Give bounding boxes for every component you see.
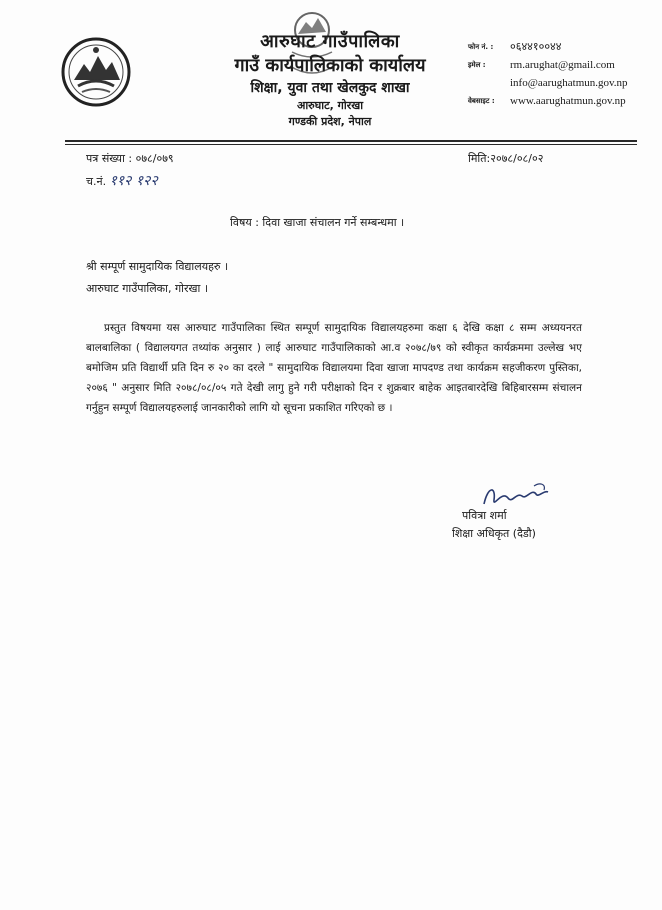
letterhead xyxy=(200,30,460,130)
signatory-title: शिक्षा अधिकृत (दैडौ) xyxy=(452,527,536,540)
addressee-line-2: आरुघाट गाउँपालिका, गोरखा । xyxy=(86,282,209,295)
addressee-block xyxy=(86,256,228,300)
email-value-2[interactable]: info@aarughatmun.gov.np xyxy=(510,77,628,89)
email-row-2 xyxy=(468,74,658,92)
email-value-1[interactable]: rm.arughat@gmail.com xyxy=(510,59,615,71)
header-divider xyxy=(65,140,637,142)
contact-block xyxy=(468,38,658,110)
dispatch-number-row xyxy=(86,171,158,190)
email-label: इमेल : xyxy=(468,61,486,69)
address-line-1: आरुघाट, गोरखा xyxy=(296,99,364,112)
letter-number: पत्र संख्या : ०७८/०७९ xyxy=(86,152,174,165)
website-value[interactable]: www.aarughatmun.gov.np xyxy=(510,95,626,107)
header-divider-thin xyxy=(65,144,637,145)
branch-name: शिक्षा, युवा तथा खेलकुद शाखा xyxy=(250,80,410,96)
office-title: गाउँ कार्यपालिकाको कार्यालय xyxy=(234,55,426,76)
website-row xyxy=(468,92,658,110)
signatory-name: पवित्रा शर्मा xyxy=(462,509,507,522)
letter-date: मिति:२०७८/०८/०२ xyxy=(468,152,544,165)
office-name: आरुघाट गाउँपालिका xyxy=(260,31,400,52)
subject-line: विषय : दिवा खाजा संचालन गर्ने सम्बन्धमा । xyxy=(230,216,405,229)
letter-body: प्रस्तुत विषयमा यस आरुघाट गाउँपालिका स्थित सम्पूर्ण सामुदायिक विद्यालयहरुमा कक्षा ६ देखि कक्षा ८ सम्म अध्ययनरत बालबालिका ( विद्यालयगत तथ्यांक अनुसार ) लाई आरुघाट गाउँपालिकाको आ.व २०७८/७९ को स्वीकृत कार्यक्रममा उल्लेख भए बमोजिम प्रति विद्यार्थी प्रति दिन रु २० का दरले " सामुदायिक विद्यालयमा दिवा खाजा मापदण्ड तथा कार्यक्रम सहजीकरण पुस्तिका, २०७६ " अनुसार मिति २०७८/०८/०५ गते देखी लागु हुने गरी परीक्षाको दिन र शुक्रबार बाहेक आइतबारदेखि बिहिबारसम्म संचालन गर्नुहुन सम्पूर्ण विद्यालयहरुलाई जानकारीको लागि यो सूचना प्रकाशित गरिएको छ । xyxy=(86,322,582,414)
addressee-line-1: श्री सम्पूर्ण सामुदायिक विद्यालयहरु । xyxy=(86,260,229,273)
phone-row xyxy=(468,38,658,56)
dispatch-number: ११२ १२२ xyxy=(109,173,158,189)
phone-value: ०६४४१००४४ xyxy=(510,41,562,53)
website-label: वेबसाइट : xyxy=(468,97,495,105)
phone-label: फोन नं. : xyxy=(468,43,494,51)
address-line-2: गण्डकी प्रदेश, नेपाल xyxy=(288,115,372,128)
nepal-emblem-icon xyxy=(60,36,132,108)
email-row xyxy=(468,56,658,74)
dispatch-label: च.नं. xyxy=(86,175,107,188)
